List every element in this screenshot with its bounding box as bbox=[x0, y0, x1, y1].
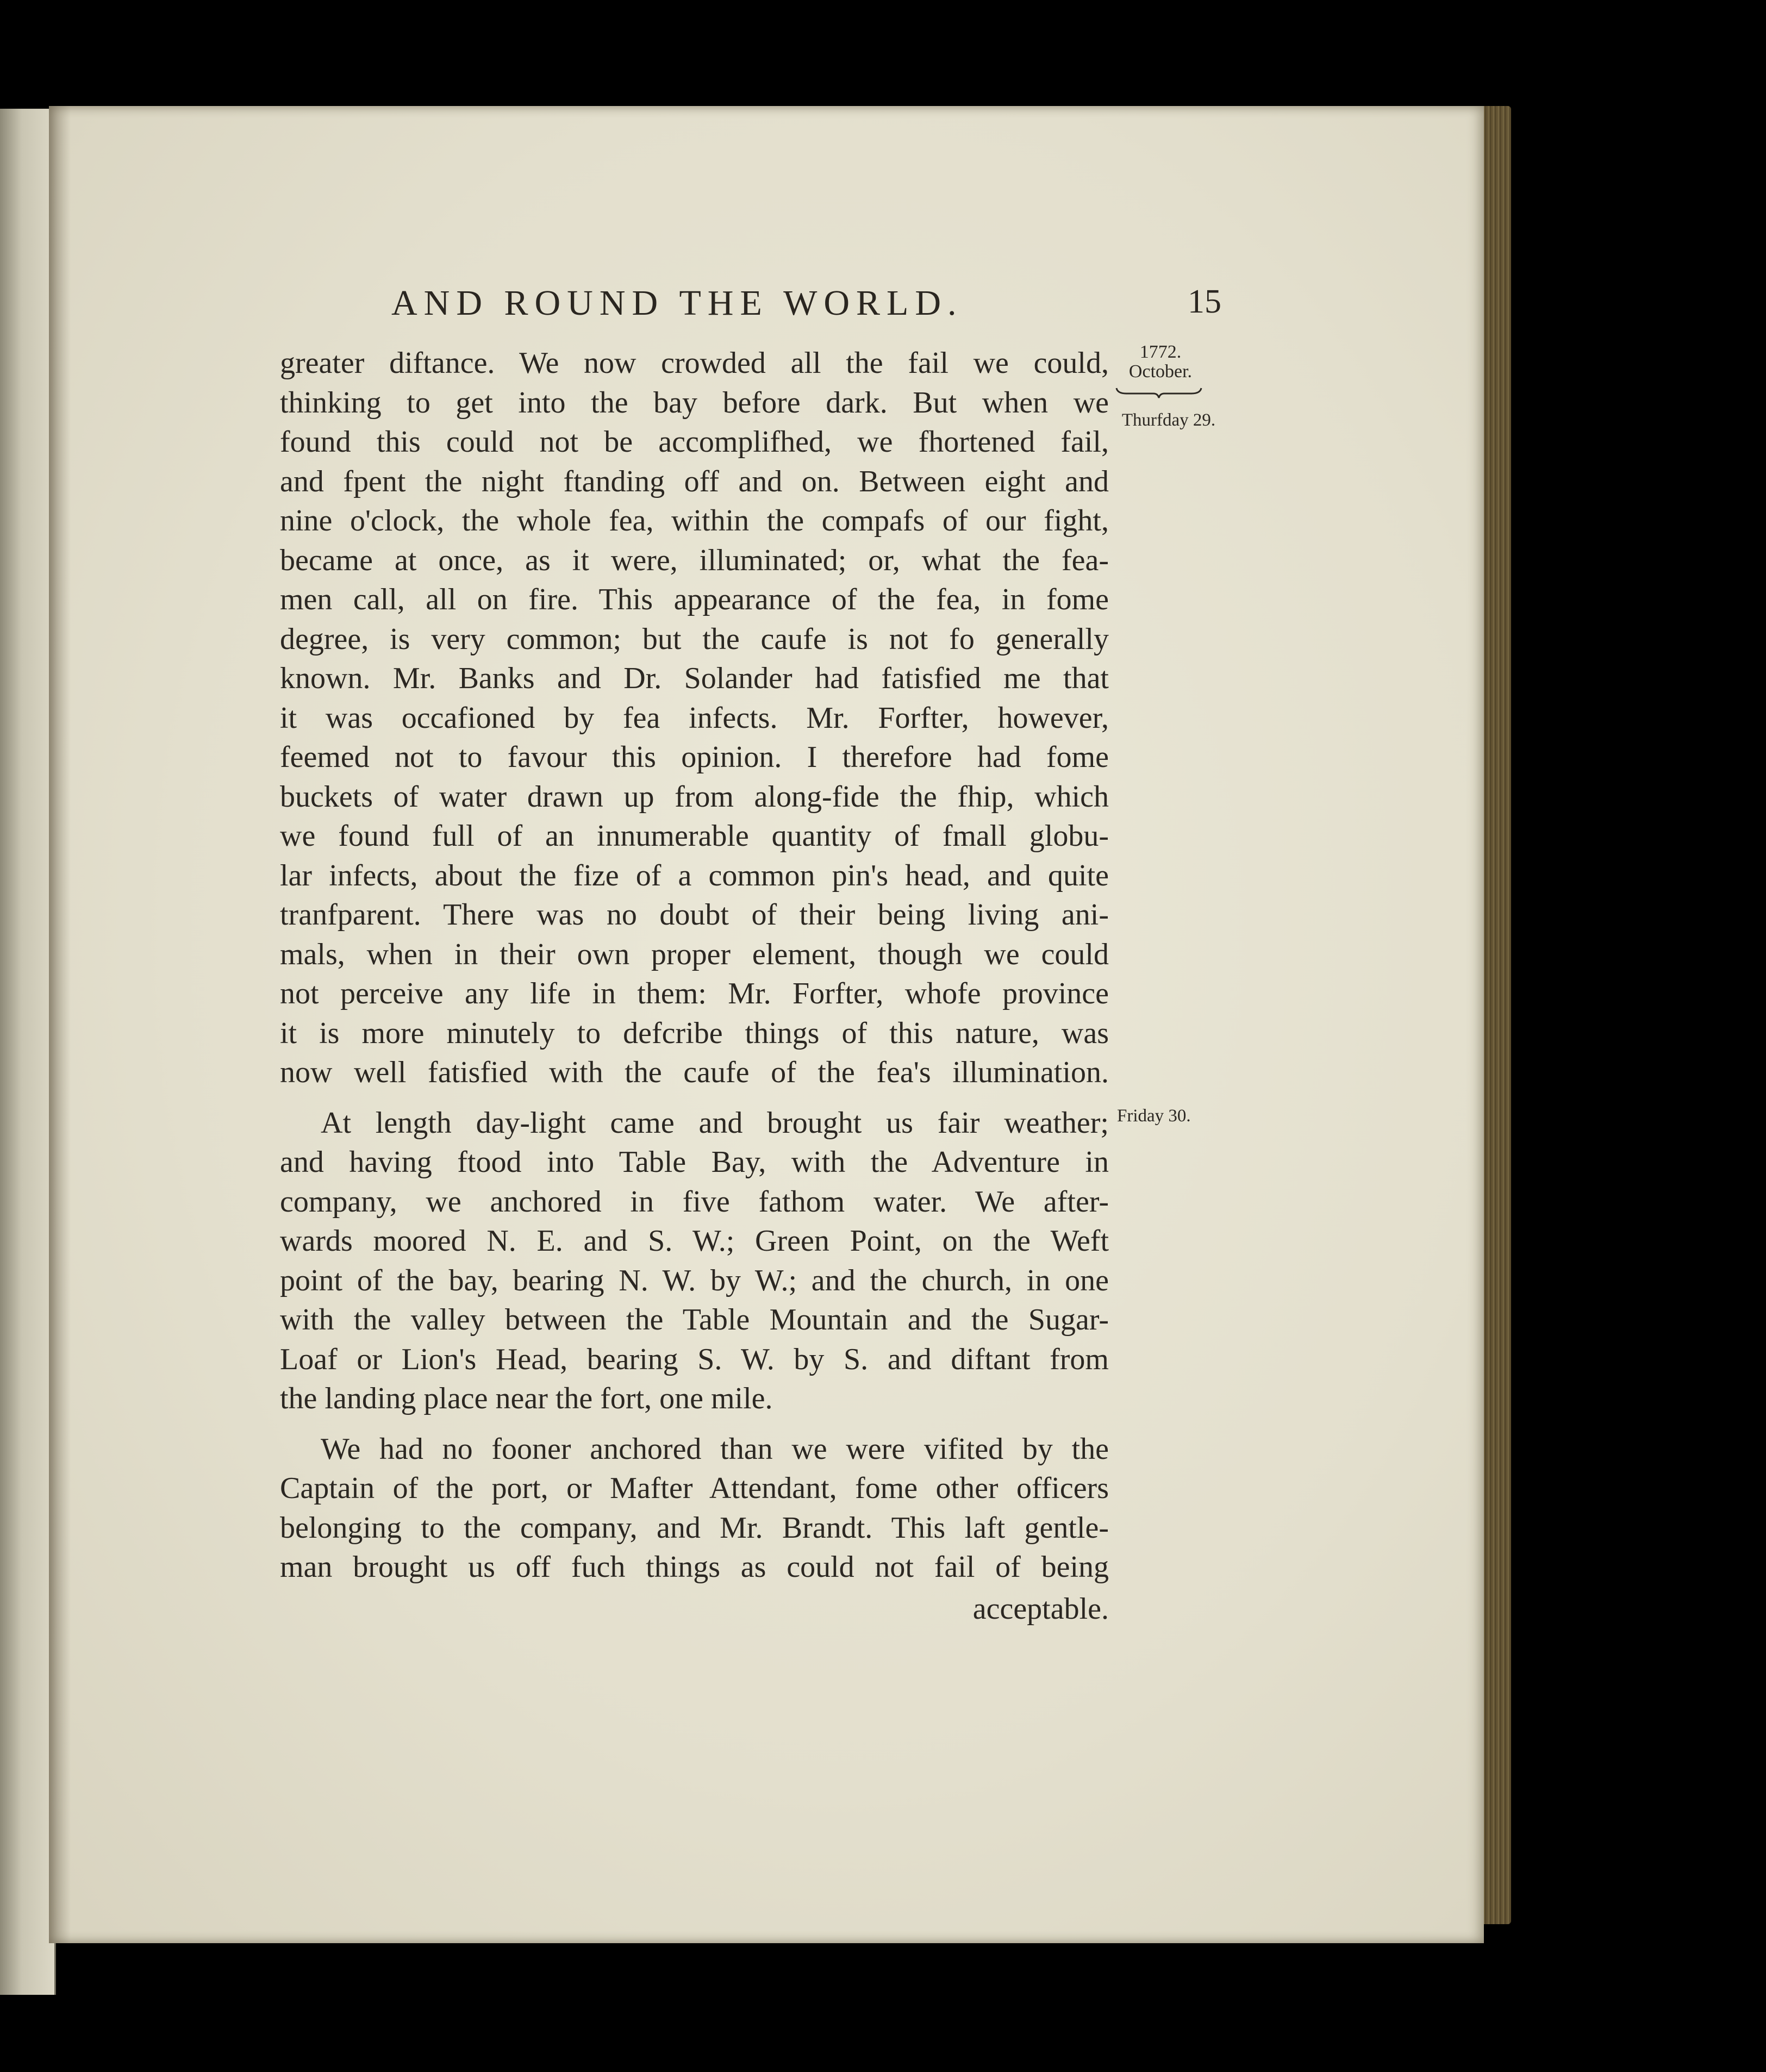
margin-date-note bbox=[1106, 342, 1215, 382]
text-line: degree, is very common; but the caufe is not fo generally bbox=[280, 622, 1109, 656]
text-line: and having ftood into Table Bay, with the Adventure in bbox=[280, 1145, 1109, 1179]
brace-icon bbox=[1115, 387, 1202, 399]
paragraph-1 bbox=[280, 344, 1109, 1093]
body-text bbox=[280, 344, 1109, 1628]
text-line: greater diftance. We now crowded all the fail we could, bbox=[280, 346, 1109, 380]
text-line: and fpent the night ftanding off and on. Between eight and bbox=[280, 464, 1109, 498]
margin-day-friday: Friday 30. bbox=[1117, 1106, 1191, 1126]
text-line: we found full of an innumerable quantity of fmall globu- bbox=[280, 819, 1109, 853]
text-line: not perceive any life in them: Mr. Forfter, whofe province bbox=[280, 977, 1109, 1010]
running-head: AND ROUND THE WORLD. bbox=[391, 283, 963, 323]
margin-year: 1772. bbox=[1139, 342, 1182, 362]
text-line: wards moored N. E. and S. W.; Green Point, on the Weft bbox=[280, 1224, 1109, 1258]
text-line: Loaf or Lion's Head, bearing S. W. by S. and diftant from bbox=[280, 1342, 1109, 1376]
text-line: thinking to get into the bay before dark. But when we bbox=[280, 385, 1109, 420]
text-line: now well fatisfied with the caufe of the fea's illumination. bbox=[280, 1056, 1109, 1089]
catchword: acceptable. bbox=[972, 1592, 1109, 1626]
text-line: it is more minutely to defcribe things of this nature, was bbox=[280, 1016, 1109, 1050]
text-line: belonging to the company, and Mr. Brandt. This laft gentle- bbox=[280, 1511, 1109, 1545]
text-line: it was occafioned by fea infects. Mr. Forfter, however, bbox=[280, 701, 1109, 735]
text-line: buckets of water drawn up from along-fide the fhip, which bbox=[280, 779, 1109, 814]
text-line: company, we anchored in five fathom water. We after- bbox=[280, 1184, 1109, 1219]
text-line: lar infects, about the fize of a common pin's head, and quite bbox=[280, 858, 1109, 893]
text-line: known. Mr. Banks and Dr. Solander had fatisfied me that bbox=[280, 661, 1109, 695]
text-line: men call, all on fire. This appearance of the fea, in fome bbox=[280, 583, 1109, 616]
margin-day-thursday: Thurfday 29. bbox=[1121, 410, 1216, 430]
text-line: the landing place near the fort, one mile. bbox=[280, 1382, 773, 1415]
text-line: found this could not be accomplifhed, we fhortened fail, bbox=[280, 425, 1109, 459]
text-line: became at once, as it were, illuminated; or, what the fea- bbox=[280, 543, 1109, 577]
text-line: with the valley between the Table Mountain and the Sugar- bbox=[280, 1303, 1109, 1337]
paragraph-3 bbox=[280, 1430, 1109, 1587]
text-line: At length day-light came and brought us fair weather; bbox=[321, 1106, 1109, 1140]
text-line: We had no fooner anchored than we were vifited by the bbox=[321, 1432, 1109, 1466]
text-line: man brought us off fuch things as could not fail of being bbox=[280, 1550, 1109, 1584]
text-line: point of the bay, bearing N. W. by W.; and the church, in one bbox=[280, 1263, 1109, 1297]
text-line: feemed not to favour this opinion. I therefore had fome bbox=[280, 740, 1109, 774]
facing-page-edge bbox=[0, 109, 56, 1995]
paragraph-2 bbox=[280, 1103, 1109, 1419]
text-line: nine o'clock, the whole fea, within the compafs of our fight, bbox=[280, 504, 1109, 538]
text-line: Captain of the port, or Mafter Attendant, fome other officers bbox=[280, 1471, 1109, 1505]
text-line: tranfparent. There was no doubt of their being living ani- bbox=[280, 898, 1109, 932]
margin-month: October. bbox=[1128, 361, 1193, 382]
page-gutter-shadow bbox=[49, 106, 71, 1943]
text-line: mals, when in their own proper element, though we could bbox=[280, 937, 1109, 971]
page-number: 15 bbox=[1188, 283, 1221, 320]
